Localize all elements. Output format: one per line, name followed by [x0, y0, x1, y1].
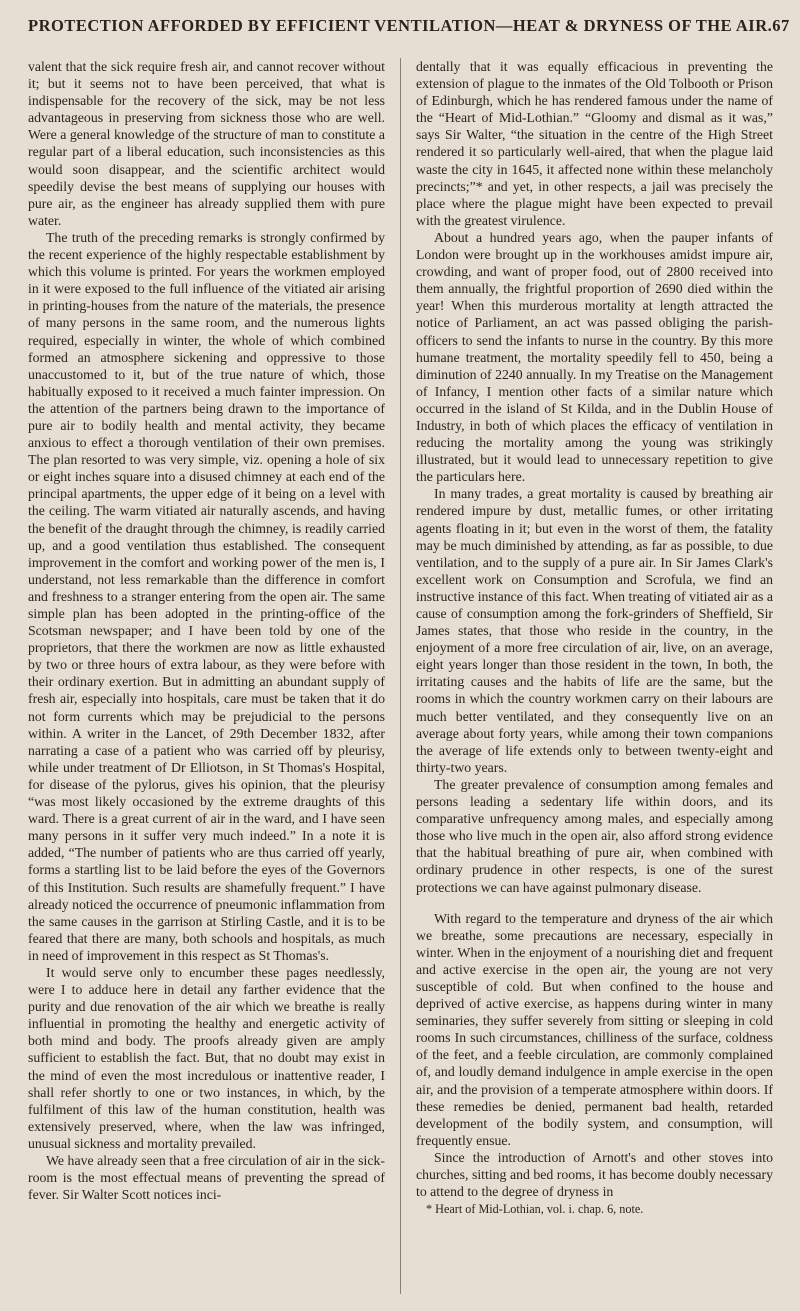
text-columns: [28, 58, 773, 1294]
paragraph: The greater prevalence of consumption among females and persons leading a sedentary life within doors, and its comparative unfrequency among males, and especially among those who live much in the open air, also afford strong evidence that the habitual breathing of pure air, when combined with ordinary prudence in other respects, is one of the surest protections we can have against pulmonary disease.: [416, 776, 773, 895]
paragraph: About a hundred years ago, when the pauper infants of London were brought up in the workhouses amidst impure air, crowding, and want of proper food, out of 2800 received into them annually, the frightful proportion of 2690 died within the year! When this murderous mortality at length attracted the notice of Parliament, an act was passed obliging the parish-officers to send the infants to nurse in the country. By this more humane treatment, the mortality speedily fell to 450, being a diminution of 2240 annually. In my Treatise on the Management of Infancy, I mention other facts of a similar nature which occurred in the island of St Kilda, and in the Dublin House of Industry, in both of which places the efficacy of ventilation in reducing the mortality among the young was strikingly illustrated, but it would lead to unnecessary repetition to give the particulars here.: [416, 229, 773, 485]
paragraph: We have already seen that a free circulation of air in the sick-room is the most effectual means of preventing the spread of fever. Sir Walter Scott notices inci-: [28, 1153, 385, 1203]
paragraph: The truth of the preceding remarks is strongly confirmed by the recent experience of the highly respectable establishment by which this volume is printed. For years the workmen employed in it were exposed to the full influence of the vitiated air arising in printing-houses from the nature of the materials, the presence of many persons in the same room, and the numerous lights required, especially in winter, the whole of which combined formed an atmosphere sickening and oppressive to those unaccustomed to it, but of the true nature of which, those habitually exposed to it received a much fainter impression. On the attention of the partners being drawn to the importance of pure air to bodily health and mental activity, they became anxious to effect a thorough ventilation of their own premises. The plan resorted to was very simple, viz. opening a hole of six or eight inches square into a disused chimney at each end of the principal apartments, the upper edge of it being on a level with the ceiling. The warm vitiated air naturally ascends, and having the benefit of the draught through the chimney, is readily carried up, and a good ventilation thus established. The consequent improvement in the comfort and working power of the men is, I understand, not less remarkable than the difference in comfort and freshness to a stranger entering from the open air. The same simple plan has been adopted in the printing-office of the Scotsman newspaper; and I have been told by one of the proprietors, that there the workmen are now as little exhausted by two or three hours of extra labour, as they were before with their ordinary exertion. But in admitting an abundant supply of fresh air, especially into hospitals, care must be taken that it do not form currents which may be prejudicial to the persons within. A writer in the Lancet, of 29th December 1832, after narrating a case of a patient who was carried off by pleurisy, while under treatment of Dr Elliotson, in St Thomas's Hospital, for disease of the pylorus, gives his opinion, that the pleurisy “was most likely occasioned by the extreme draughts of this ward. There is a great current of air in the ward, and I have seen many persons in it suffer very much indeed.” In a note it is added, “The number of patients who are thus carried off yearly, forms a startling list to be laid before the eyes of the Governors of this Institution. Such results are shamefully frequent.” I have already noticed the occurrence of pneumonic inflammation from the same causes in the garrison at Stirling Castle, and it is to be feared that there are many, both schools and hospitals, as much in need of improvement in this respect as St Thomas's.: [28, 229, 385, 963]
right-column: [416, 58, 773, 1294]
running-head: [28, 16, 790, 42]
left-column: [28, 58, 385, 1294]
paragraph: dentally that it was equally efficacious in preventing the extension of plague to the inmates of the Old Tolbooth or Prison of Edinburgh, which he has rendered famous under the name of the “Heart of Mid-Lothian.” “Gloomy and dismal as it was,” says Sir Walter, “the situation in the centre of the High Street rendered it so particularly well-aired, that when the plague laid waste the city in 1645, it affected none within these melancholy precincts;”* and yet, in other respects, a jail was precisely the place where the plague might have been expected to prevail with the greatest virulence.: [416, 59, 773, 228]
paragraph: valent that the sick require fresh air, and cannot recover without it; but it seems not to have been perceived, that what is indispensable for the recovery of the sick, may be not less advantageous in preserving from sickness those who are well. Were a general knowledge of the structure of man to constitute a regular part of a liberal education, such inconsistencies as this would soon disappear, and the scientific architect would speedily devise the best means of supplying our houses with pure air, as the engineer has already supplied them with pure water.: [28, 59, 385, 228]
paragraph: It would serve only to encumber these pages needlessly, were I to adduce here in detail any farther evidence that the purity and due renovation of the air which we breathe is really influential in promoting the healthy and energetic activity of both mind and body. The proofs already given are amply sufficient to establish the fact. But, that no doubt may exist in the mind of even the most incredulous or inattentive reader, I shall refer shortly to one or two instances, in which, by the fulfilment of this law of the human constitution, health was extensively preserved, where, when the law was infringed, unusual sickness and mortality prevailed.: [28, 964, 385, 1151]
running-title: PROTECTION AFFORDED BY EFFICIENT VENTILATION—HEAT & DRYNESS OF THE AIR.: [28, 16, 773, 35]
paragraph: Since the introduction of Arnott's and other stoves into churches, sitting and bed rooms, it has become doubly necessary to attend to the degree of dryness in: [416, 1149, 773, 1200]
column-divider: [400, 58, 401, 1294]
footnote: * Heart of Mid-Lothian, vol. i. chap. 6, note.: [426, 1202, 644, 1217]
paragraph: In many trades, a great mortality is caused by breathing air rendered impure by dust, metallic fumes, or other irritating agents floating in it; but even in the worst of them, the fatality may be much diminished by attending, as far as possible, to due ventilation, and to the supply of a pure air. In Sir James Clark's excellent work on Consumption and Scrofula, we find an instructive instance of this fact. When treating of vitiated air as a cause of consumption among the fork-grinders of Sheffield, Sir James states, that those who reside in the country, in the enjoyment of a more free circulation of air, live, on an average, eight years longer than those resident in the town, In both, the irritating causes and the habits of life are the same, but the rooms in which the country workmen carry on their labours are much better ventilated, and they consequently live on an average about forty years, while among their town companions the average of life extends only to between twenty-eight and thirty-two years.: [416, 486, 773, 775]
page-number: 67: [772, 16, 790, 35]
paragraph: With regard to the temperature and dryness of the air which we breathe, some precautions are necessary, especially in winter. When in the enjoyment of a nourishing diet and frequent and active exercise in the open air, the young are not very susceptible of cold. But when confined to the house and deprived of active exercise, as happens during winter in many seminaries, they suffer severely from sitting or sleeping in cold rooms In such circumstances, chilliness of the surface, coldness of the feet, and a feeble circulation, are commonly complained of, and loudly demand indulgence in ample exercise in the open air, and the provision of a temperate atmosphere within doors. If these remedies be denied, permanent bad health, retarded development of the bodily system, and consumption, will frequently ensue.: [416, 910, 773, 1148]
